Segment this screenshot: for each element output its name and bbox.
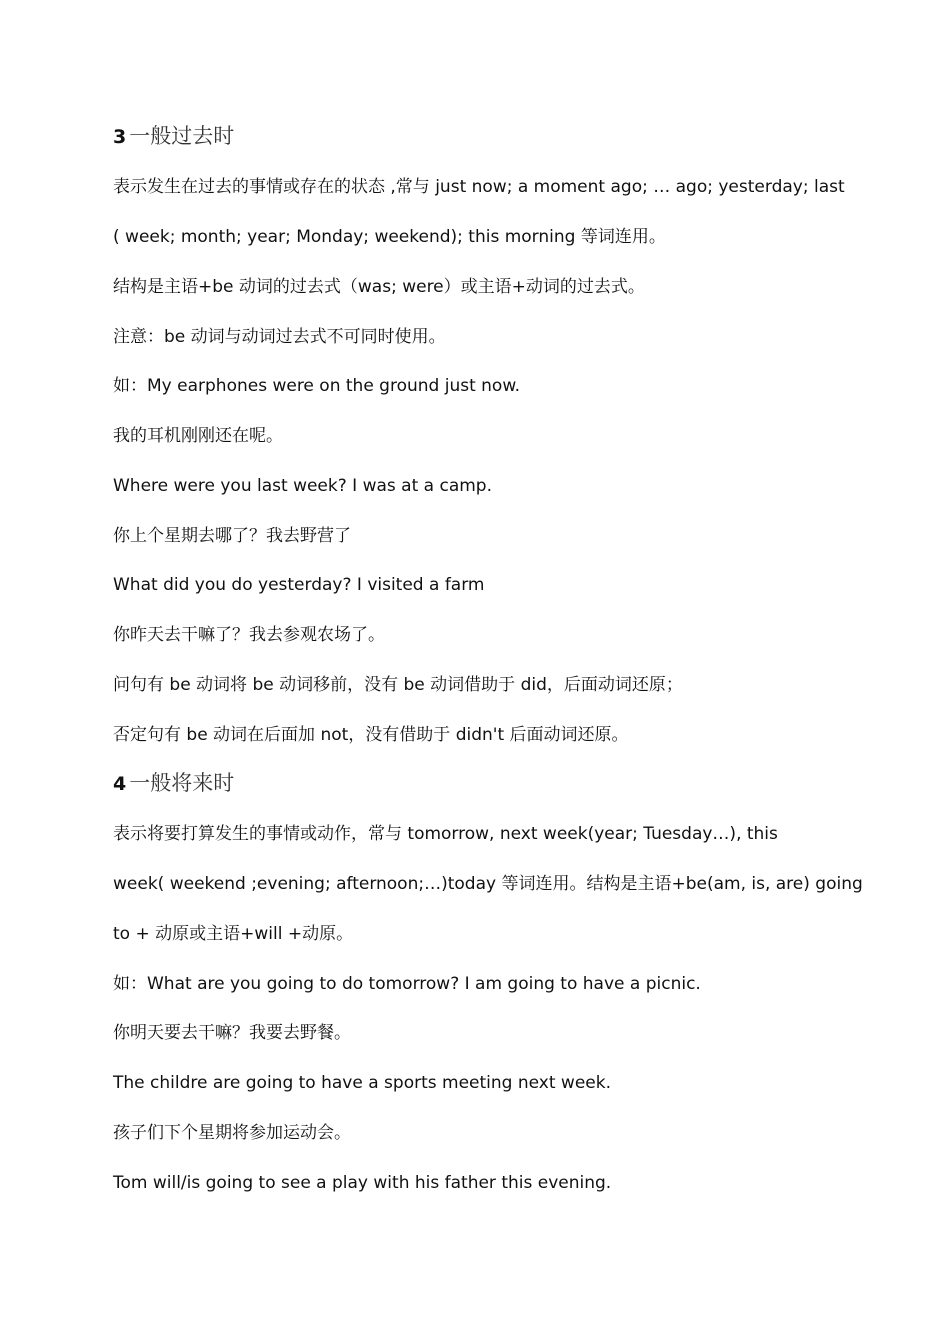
section-3-line-2: ( week; month; year; Monday; weekend); this morning 等词连用。 [113, 227, 666, 247]
section-3-line-3: 结构是主语+be 动词的过去式（was; were）或主语+动词的过去式。 [113, 277, 645, 297]
section-4-line-3: to + 动原或主语+will +动原。 [113, 924, 354, 944]
section-3-line-4: 注意：be 动词与动词过去式不可同时使用。 [113, 327, 446, 347]
section-3-line-5: 如：My earphones were on the ground just now. [113, 376, 521, 396]
section-4-line-8: Tom will/is going to see a play with his father this evening. [113, 1173, 612, 1193]
section-3-number: 3 [113, 126, 127, 148]
section-4-line-4: 如：What are you going to do tomorrow? I am going to have a picnic. [113, 974, 701, 994]
section-3-line-7: Where were you last week? I was at a camp. [113, 476, 492, 496]
section-4-line-6: The childre are going to have a sports meeting next week. [113, 1073, 611, 1093]
section-4-number: 4 [113, 773, 127, 795]
section-4-line-2: week( weekend ;evening; afternoon;…)today 等词连用。结构是主语+be(am, is, are) going [113, 874, 863, 894]
section-4-line-7: 孩子们下个星期将参加运动会。 [113, 1123, 351, 1143]
section-3-heading [113, 121, 234, 153]
section-3-title: 一般过去时 [129, 124, 235, 148]
section-4-title: 一般将来时 [129, 771, 235, 795]
section-3-line-11: 问句有 be 动词将 be 动词移前，没有 be 动词借助于 did，后面动词还原； [113, 675, 683, 695]
section-3-line-1: 表示发生在过去的事情或存在的状态 ,常与 just now; a moment ago; … ago; yesterday; last [113, 177, 845, 197]
section-3-line-10: 你昨天去干嘛了？我去参观农场了。 [113, 625, 385, 645]
section-4-line-5: 你明天要去干嘛？我要去野餐。 [113, 1023, 351, 1043]
section-3-line-9: What did you do yesterday? I visited a farm [113, 575, 485, 595]
section-3-line-12: 否定句有 be 动词在后面加 not，没有借助于 didn't 后面动词还原。 [113, 725, 629, 745]
section-4-heading [113, 768, 234, 800]
section-3-line-6: 我的耳机刚刚还在呢。 [113, 426, 283, 446]
section-4-line-1: 表示将要打算发生的事情或动作，常与 tomorrow, next week(year; Tuesday…), this [113, 824, 778, 844]
section-3-line-8: 你上个星期去哪了？我去野营了 [113, 526, 351, 546]
